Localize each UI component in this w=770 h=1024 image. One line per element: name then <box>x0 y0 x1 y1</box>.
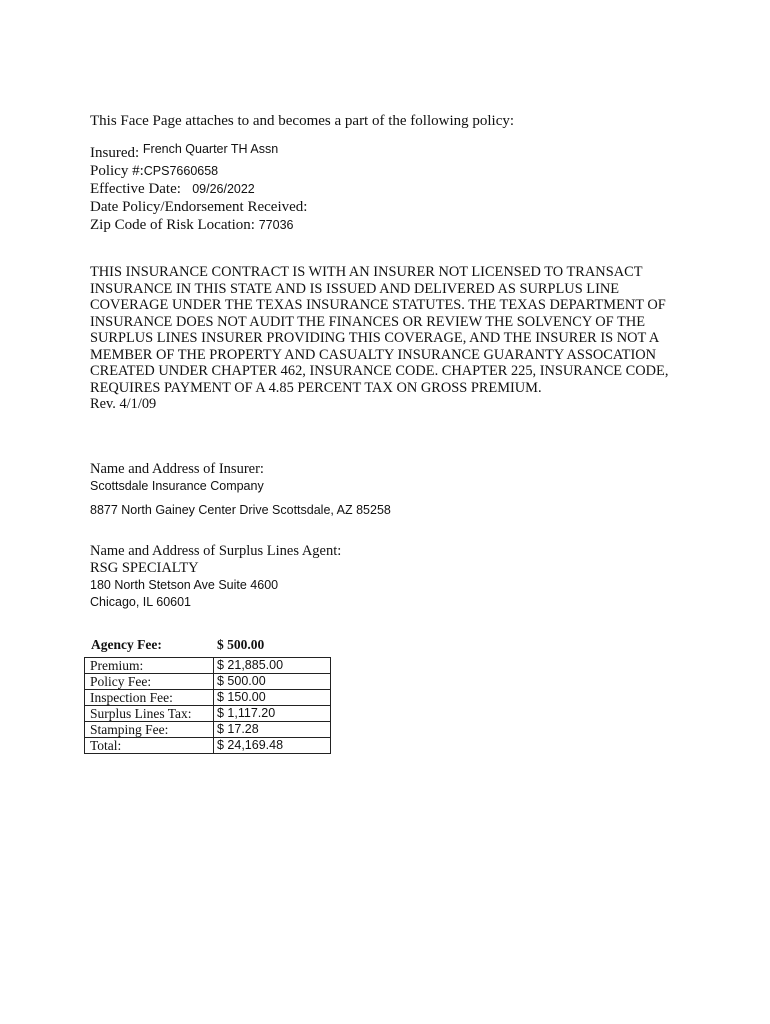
insured-row <box>90 144 307 162</box>
fee-amount: $ 17.28 <box>214 722 331 738</box>
fee-amount: $ 24,169.48 <box>214 738 331 754</box>
table-row <box>85 722 331 738</box>
fee-label: Inspection Fee: <box>85 690 214 706</box>
agent-address-line2: Chicago, IL 60601 <box>90 595 192 609</box>
fee-label: Policy Fee: <box>85 674 214 690</box>
fee-amount: $ 21,885.00 <box>214 658 331 674</box>
effective-date-label: Effective Date: <box>90 181 181 197</box>
policy-number-label: Policy #: <box>90 163 144 179</box>
agency-fee-amount: $ 500.00 <box>217 637 265 652</box>
fee-label: Premium: <box>85 658 214 674</box>
agent-label: Name and Address of Surplus Lines Agent: <box>90 543 342 559</box>
notice-text: THIS INSURANCE CONTRACT IS WITH AN INSURER NOT LICENSED TO TRANSACT INSURANCE IN THIS STATE AND IS ISSUED AND DELIVERED AS SURPLUS LINE COVERAGE UNDER THE TEXAS INSURANCE STATUTES. THE TEXAS DEPARTMENT OF INSURANCE DOES NOT AUDIT THE FINANCES OR REVIEW THE SOLVENCY OF THE SURPLUS LINES INSURER PROVIDING THIS COVERAGE, AND THE INSURER IS NOT A MEMBER OF THE PROPERTY AND CASUALTY INSURANCE GUARANTY ASSOCATION CREATED UNDER CHAPTER 462, INSURANCE CODE. CHAPTER 225, INSURANCE CODE, REQUIRES PAYMENT OF A 4.85 PERCENT TAX ON GROSS PREMIUM. <box>90 264 669 396</box>
received-date-row <box>90 198 307 216</box>
insured-label: Insured: <box>90 145 140 161</box>
agency-fee <box>91 636 265 654</box>
policy-number-value: CPS7660658 <box>143 164 219 178</box>
notice-revision: Rev. 4/1/09 <box>90 396 157 412</box>
table-row <box>85 690 331 706</box>
zip-code-value: 77036 <box>258 218 294 232</box>
intro-text: This Face Page attaches to and becomes a part of the following policy: <box>90 113 515 129</box>
insurer-address: 8877 North Gainey Center Drive Scottsdale, AZ 85258 <box>90 503 391 517</box>
fee-label: Surplus Lines Tax: <box>85 706 214 722</box>
effective-date-value: 09/26/2022 <box>192 182 255 196</box>
received-date-label: Date Policy/Endorsement Received: <box>90 199 308 215</box>
zip-code-row <box>90 216 307 234</box>
zip-code-label: Zip Code of Risk Location: <box>90 217 255 233</box>
fee-amount: $ 1,117.20 <box>214 706 331 722</box>
policy-number-row <box>90 162 307 180</box>
surplus-lines-notice <box>90 264 680 413</box>
agent-name: RSG SPECIALTY <box>90 560 199 576</box>
table-row <box>85 674 331 690</box>
insurer-label: Name and Address of Insurer: <box>90 461 264 477</box>
table-row <box>85 706 331 722</box>
fees-table <box>84 657 331 754</box>
fee-amount: $ 150.00 <box>214 690 331 706</box>
insured-value: French Quarter TH Assn <box>142 142 279 156</box>
insurer-block <box>90 461 391 519</box>
fee-label: Stamping Fee: <box>85 722 214 738</box>
table-row <box>85 738 331 754</box>
fee-amount: $ 500.00 <box>214 674 331 690</box>
effective-date-row <box>90 180 307 198</box>
insurer-name: Scottsdale Insurance Company <box>90 479 264 493</box>
policy-info <box>90 144 307 234</box>
agent-address-line1: 180 North Stetson Ave Suite 4600 <box>90 578 279 592</box>
fee-label: Total: <box>85 738 214 754</box>
table-row <box>85 658 331 674</box>
agent-block <box>90 543 341 611</box>
agency-fee-label: Agency Fee: <box>91 637 162 652</box>
